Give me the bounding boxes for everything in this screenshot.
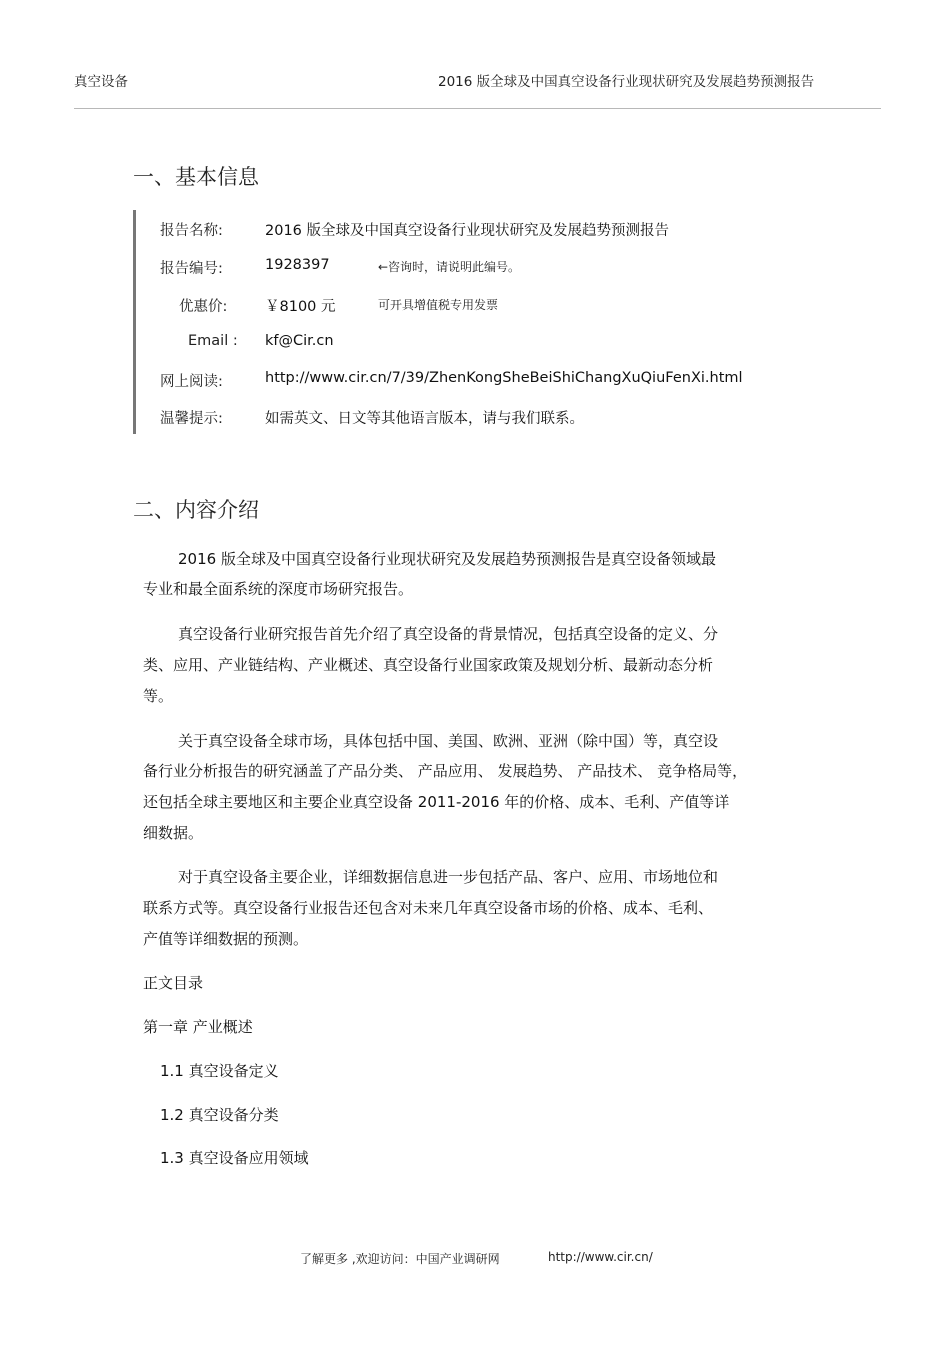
tip-label: 温馨提示: bbox=[160, 411, 223, 427]
report-name-label: 报告名称: bbox=[160, 223, 223, 239]
body-line: 2016 版全球及中国真空设备行业现状研究及发展趋势预测报告是真空设备领域最 bbox=[178, 550, 716, 568]
body-line: 专业和最全面系统的深度市场研究报告。 bbox=[143, 580, 414, 598]
info-left-bar bbox=[133, 210, 136, 434]
online-read-link[interactable]: http://www.cir.cn/7/39/ZhenKongSheBeiShiChangXuQiuFenXi.html bbox=[265, 370, 743, 386]
tip-value: 如需英文、日文等其他语言版本，请与我们联系。 bbox=[265, 411, 584, 427]
section-basic-info-title: 一、基本信息 bbox=[133, 165, 259, 189]
report-code-label: 报告编号: bbox=[160, 261, 223, 277]
toc-item: 1.1 真空设备定义 bbox=[160, 1062, 279, 1080]
email-value[interactable]: kf@Cir.cn bbox=[265, 333, 334, 349]
price-label: 优惠价: bbox=[179, 299, 228, 315]
body-line: 备行业分析报告的研究涵盖了产品分类、 产品应用、 发展趋势、 产品技术、 竞争格局等， bbox=[143, 762, 748, 780]
header-report-title: 2016 版全球及中国真空设备行业现状研究及发展趋势预测报告 bbox=[438, 74, 815, 90]
email-label: Email : bbox=[188, 333, 238, 349]
report-name-value: 2016 版全球及中国真空设备行业现状研究及发展趋势预测报告 bbox=[265, 223, 670, 239]
toc-chapter: 第一章 产业概述 bbox=[143, 1018, 253, 1036]
online-read-label: 网上阅读: bbox=[160, 374, 223, 390]
header-divider bbox=[74, 108, 881, 109]
body-line: 细数据。 bbox=[143, 824, 204, 842]
footer-text: 了解更多 ,欢迎访问：中国产业调研网 bbox=[300, 1252, 500, 1266]
price-value: ￥8100 元 bbox=[265, 299, 336, 315]
header-category: 真空设备 bbox=[74, 74, 128, 90]
toc-item: 1.2 真空设备分类 bbox=[160, 1106, 279, 1124]
report-code-note: ←咨询时，请说明此编号。 bbox=[378, 260, 521, 274]
body-line: 类、应用、产业链结构、产业概述、真空设备行业国家政策及规划分析、最新动态分析 bbox=[143, 656, 714, 674]
body-line: 关于真空设备全球市场，具体包括中国、美国、欧洲、亚洲（除中国）等，真空设 bbox=[178, 732, 719, 750]
price-note: 可开具增值税专用发票 bbox=[378, 298, 499, 312]
footer-link[interactable]: http://www.cir.cn/ bbox=[548, 1250, 653, 1264]
body-line: 真空设备行业研究报告首先介绍了真空设备的背景情况，包括真空设备的定义、分 bbox=[178, 625, 719, 643]
toc-title: 正文目录 bbox=[143, 974, 204, 992]
body-line: 联系方式等。真空设备行业报告还包含对未来几年真空设备市场的价格、成本、毛利、 bbox=[143, 899, 714, 917]
body-line: 等。 bbox=[143, 687, 174, 705]
toc-item: 1.3 真空设备应用领域 bbox=[160, 1149, 309, 1167]
section-content-title: 二、内容介绍 bbox=[133, 498, 259, 522]
body-line: 产值等详细数据的预测。 bbox=[143, 930, 309, 948]
body-line: 对于真空设备主要企业，详细数据信息进一步包括产品、客户、应用、市场地位和 bbox=[178, 868, 719, 886]
report-code-value: 1928397 bbox=[265, 257, 330, 273]
body-line: 还包括全球主要地区和主要企业真空设备 2011-2016 年的价格、成本、毛利、产值等详 bbox=[143, 793, 730, 811]
